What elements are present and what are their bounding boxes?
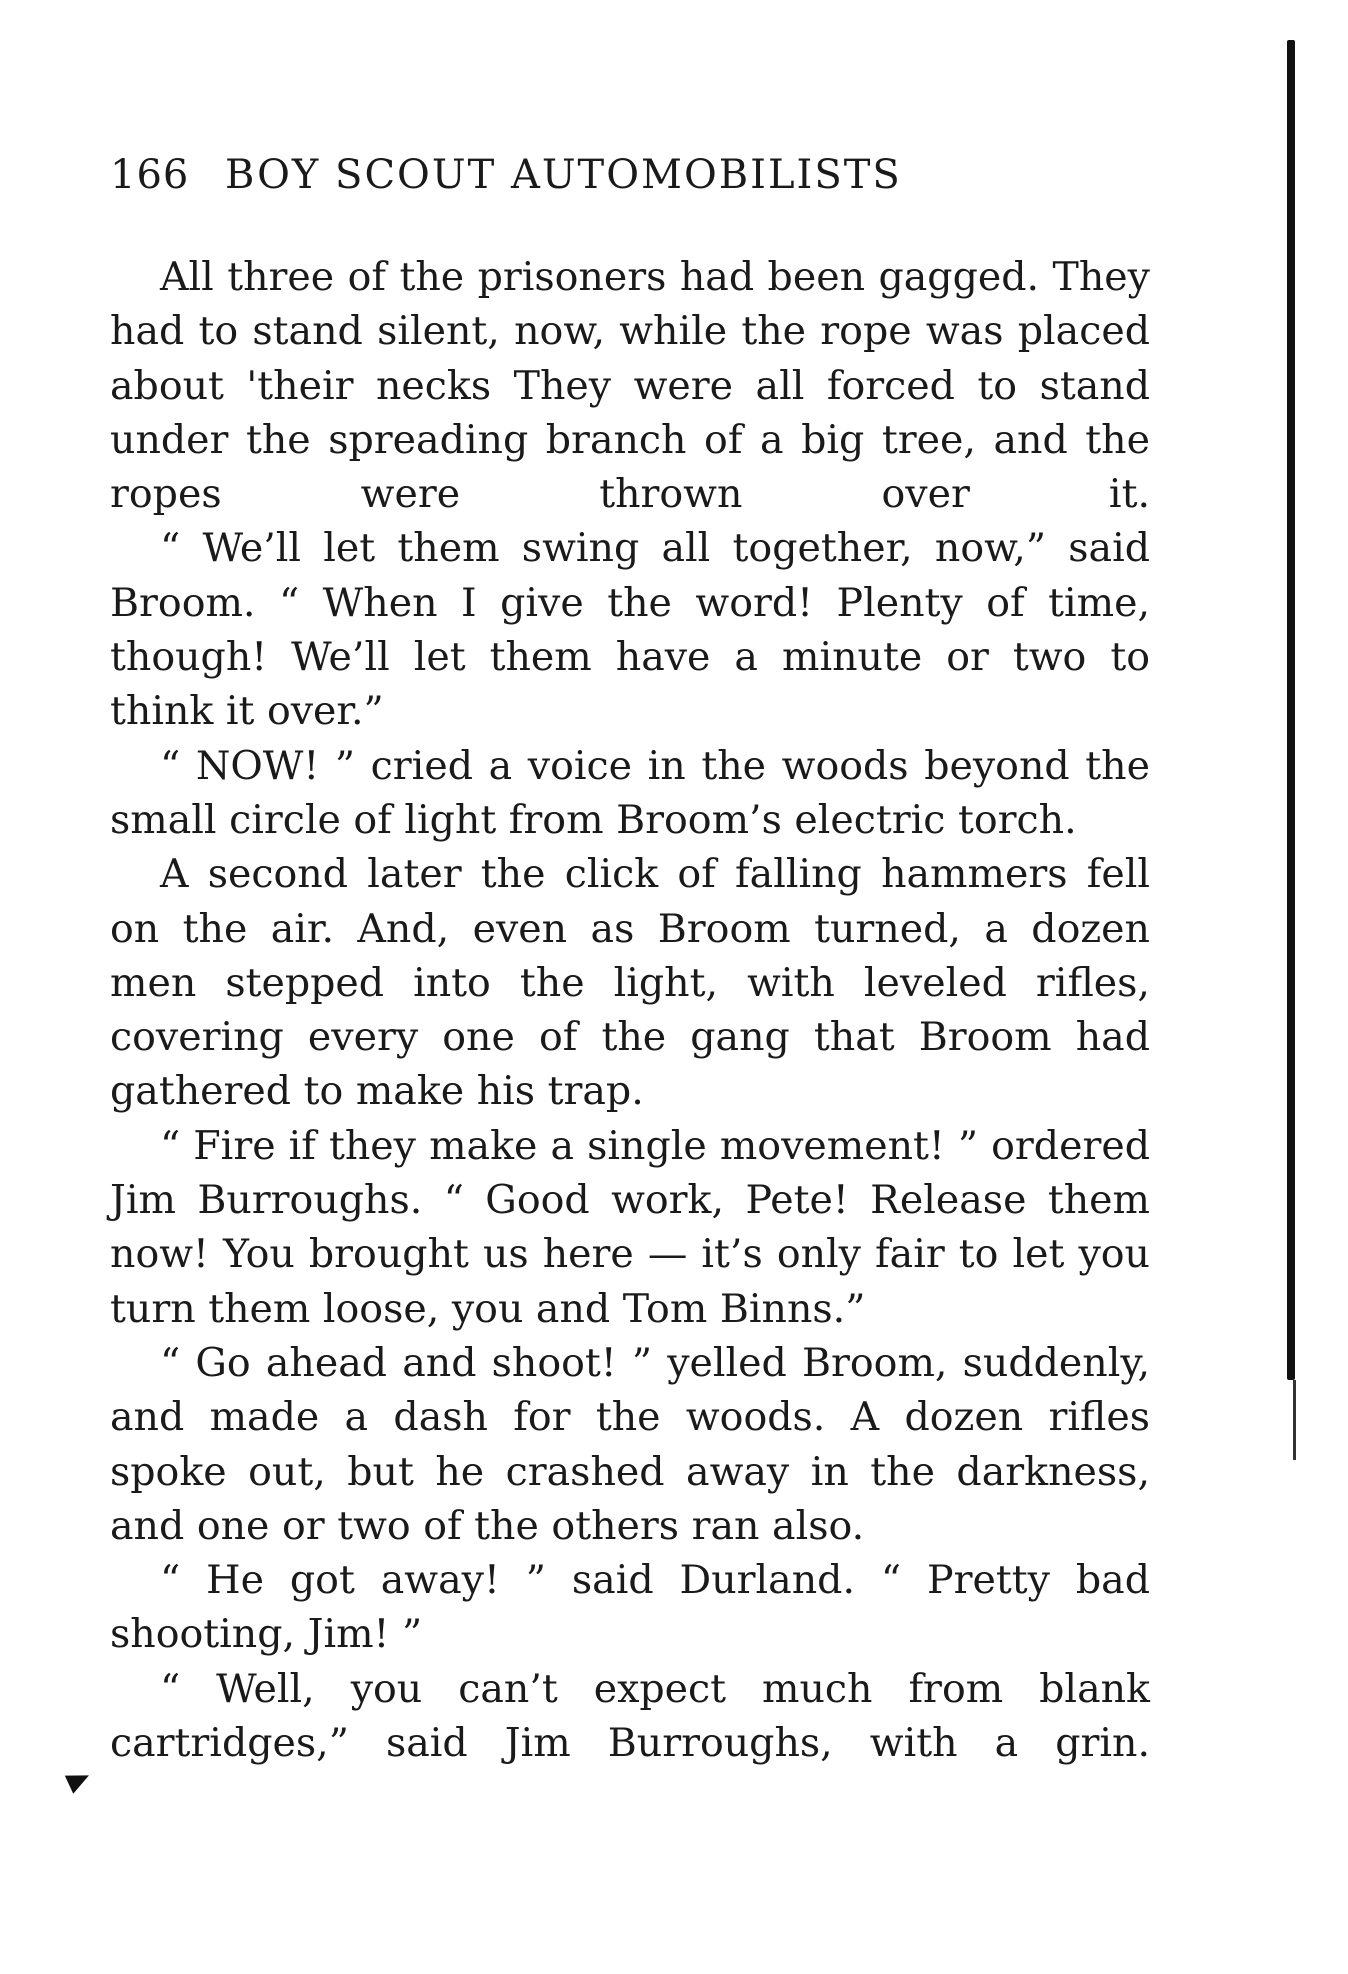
body-text bbox=[110, 250, 1150, 1770]
paragraph-3: “ NOW! ” cried a voice in the woods beyond the small circle of light from Broom’s electric torch. bbox=[110, 742, 1150, 843]
page-number: 166 bbox=[110, 152, 190, 198]
paragraph-7: “ He got away! ” said Durland. “ Pretty bad shooting, Jim! ” bbox=[110, 1557, 1150, 1658]
paragraph-6: “ Go ahead and shoot! ” yelled Broom, suddenly, and made a dash for the woods. A dozen rifles spoke out, but he crashed away in the darkness, and one or two of the others ran also. bbox=[110, 1339, 1150, 1549]
margin-arrow-mark bbox=[65, 1766, 93, 1793]
page-header bbox=[110, 152, 1010, 198]
running-title: BOY SCOUT AUTOMOBILISTS bbox=[225, 152, 902, 198]
paragraph-4: A second later the click of falling hammers fell on the air. And, even as Broom turned, a dozen men stepped into the light, with leveled rifles, covering every one of the gang that Broom had gathered to make his trap. bbox=[110, 851, 1150, 1115]
page-edge-shadow-tail bbox=[1293, 1380, 1296, 1460]
paragraph-1: All three of the prisoners had been gagged. They had to stand silent, now, while the rope was placed about 'their necks They were all forced to stand under the spreading branch of a big tree, and the ropes were thrown over it. bbox=[110, 254, 1150, 518]
page-edge-shadow bbox=[1287, 40, 1295, 1380]
paragraph-8: “ Well, you can’t expect much from blank cartridges,” said Jim Burroughs, with a grin. bbox=[110, 1665, 1150, 1767]
paragraph-2: “ We’ll let them swing all together, now,” said Broom. “ When I give the word! Plenty of time, though! We’ll let them have a minute or two to think it over.” bbox=[110, 525, 1150, 735]
paragraph-5: “ Fire if they make a single movement! ” ordered Jim Burroughs. “ Good work, Pete! Release them now! You brought us here — it’s only fair to let you turn them loose, you and Tom Binns.” bbox=[110, 1122, 1150, 1332]
